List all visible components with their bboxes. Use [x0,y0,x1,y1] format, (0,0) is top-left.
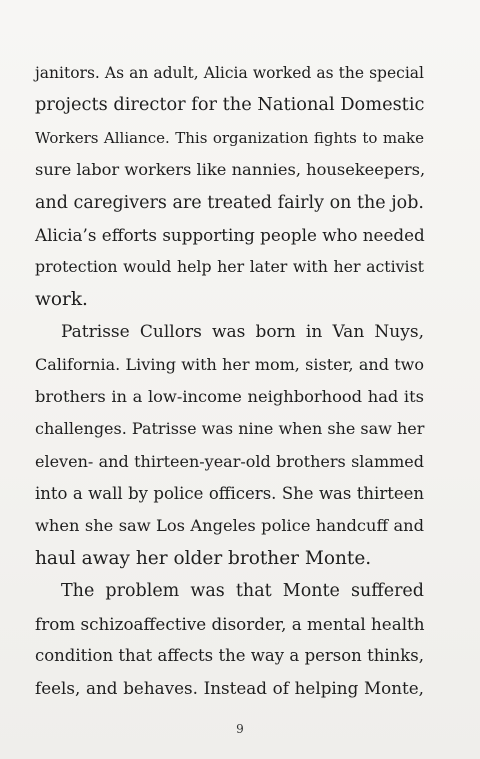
text-line: The problem was that Monte suffered [61,581,424,602]
text-line: brothers in a low-income neighborhood had its [35,386,424,406]
text-line: when she saw Los Angeles police handcuff and [35,516,424,536]
text-line: haul away her older brother Monte. [35,547,372,569]
text-line: California. Living with her mom, sister, and two [35,354,424,374]
paragraph-1 [35,57,424,316]
text-line: condition that affects the way a person thinks, [35,646,424,666]
text-line: Patrisse Cullors was born in Van Nuys, [61,322,424,343]
text-line: eleven- and thirteen-year-old brothers slammed [35,451,424,471]
text-line: sure labor workers like nannies, housekeepers, [35,160,426,180]
text-line: projects director for the National Domestic [35,95,425,116]
text-line: Workers Alliance. This organization fights to make [35,128,424,147]
text-line: Alicia’s efforts supporting people who needed [35,224,425,245]
body-text [35,57,424,705]
text-line: janitors. As an adult, Alicia worked as the special [35,64,424,82]
paragraph-2 [35,316,424,575]
text-line: into a wall by police officers. She was thirteen [35,484,424,504]
paragraph-3 [35,575,424,705]
text-line: protection would help her later with her activist [35,257,424,277]
text-line: and caregivers are treated fairly on the job. [35,192,424,213]
text-line: feels, and behaves. Instead of helping Monte, [35,678,424,699]
text-line: challenges. Patrisse was nine when she saw her [35,419,425,439]
text-line: from schizoaffective disorder, a mental health [35,613,425,634]
page-number: 9 [236,722,244,736]
text-line: work. [35,288,88,310]
